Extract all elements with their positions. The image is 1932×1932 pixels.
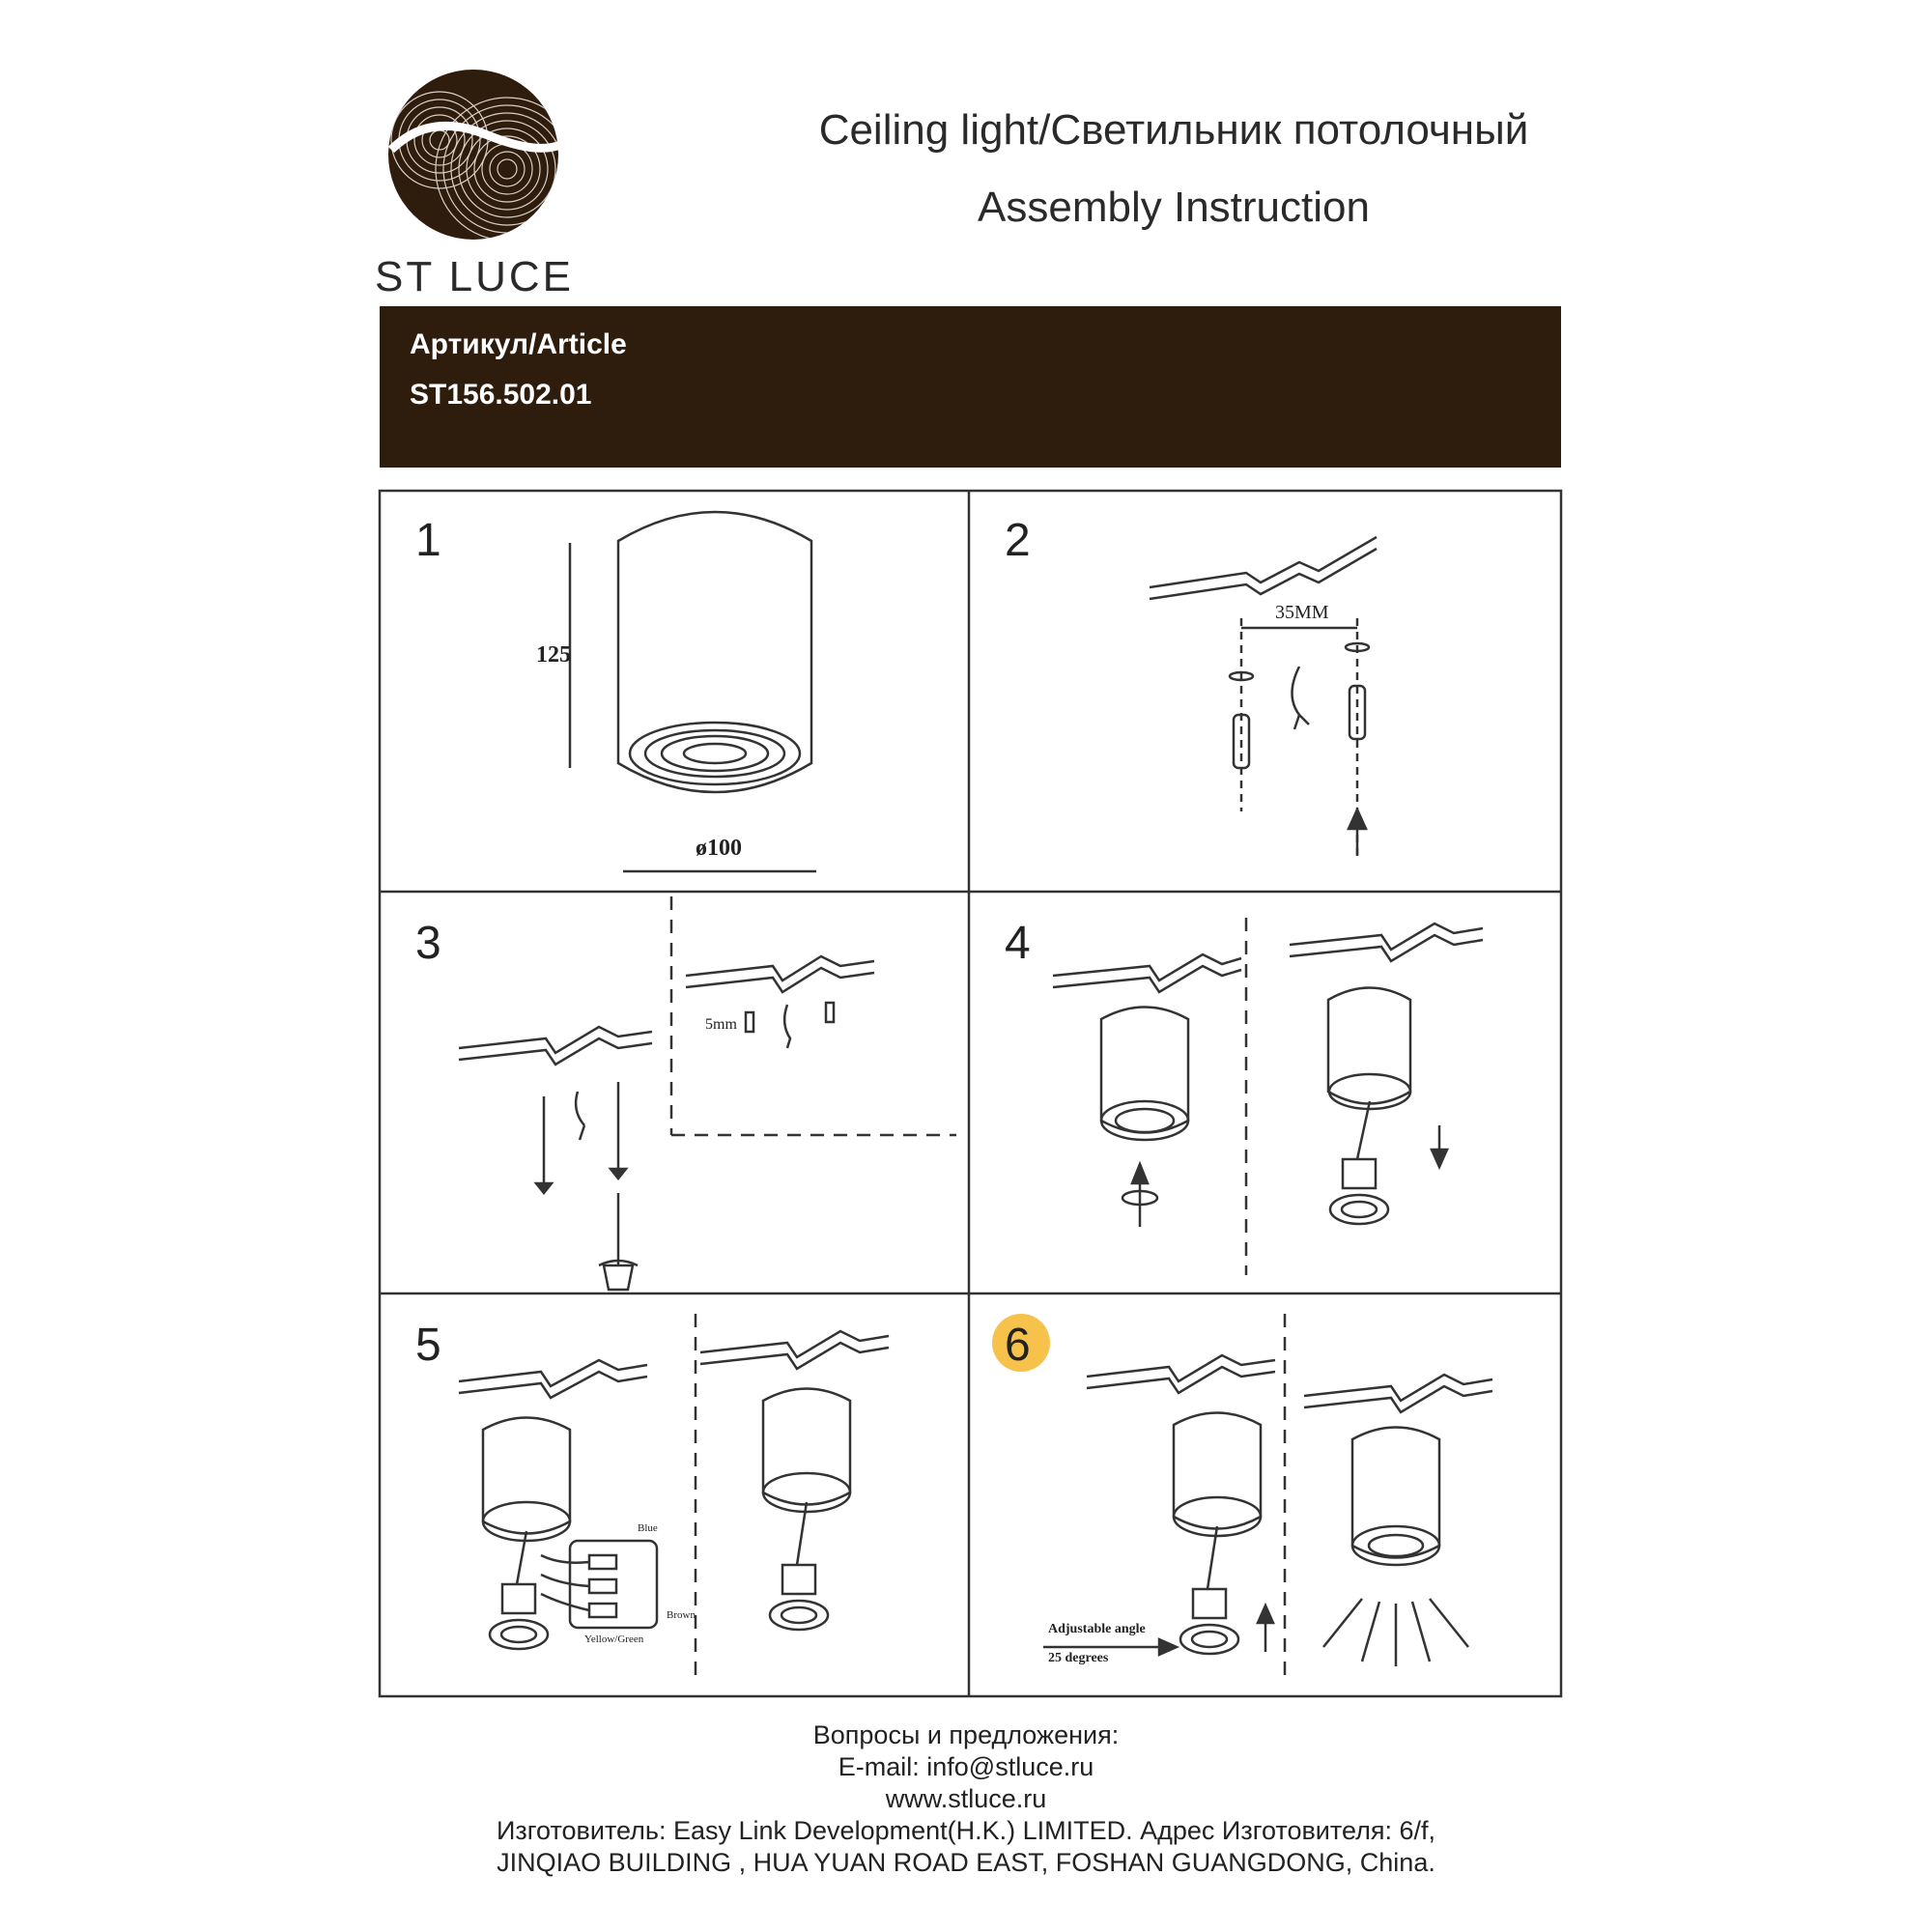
- footer-address: JINQIAO BUILDING , HUA YUAN ROAD EAST, FOSHAN GUANGDONG, China.: [497, 1848, 1435, 1877]
- step5-wire-label-yellow-green: Yellow/Green: [584, 1634, 644, 1645]
- step1-luminaire-drawing: [570, 512, 816, 871]
- step5-wire-label-brown: Brown: [667, 1609, 696, 1621]
- footer-website[interactable]: www.stluce.ru: [885, 1784, 1047, 1813]
- step1-height-dimension: 125: [536, 642, 571, 668]
- step4-mounting-drawing: [1053, 918, 1483, 1275]
- footer-questions: Вопросы и предложения:: [812, 1720, 1120, 1749]
- article-code: ST156.502.01: [410, 379, 592, 411]
- step-number-5: 5: [415, 1320, 441, 1371]
- step3-screw-dimension: 5mm: [705, 1016, 737, 1033]
- step3-fixing-drawing: [459, 896, 956, 1290]
- brand-name: ST LUCE: [375, 253, 575, 300]
- step6-angle-label-line1: Adjustable angle: [1048, 1622, 1146, 1636]
- step-number-6: 6: [1005, 1320, 1031, 1371]
- article-label: Артикул/Article: [410, 328, 627, 360]
- page-subtitle: Assembly Instruction: [978, 184, 1370, 231]
- step-number-4: 4: [1005, 918, 1031, 969]
- footer-manufacturer: Изготовитель: Easy Link Development(H.K.) LIMITED. Адрес Изготовителя: 6/f,: [497, 1816, 1435, 1845]
- step6-angle-label-line2: 25 degrees: [1048, 1651, 1109, 1665]
- page-title: Ceiling light/Светильник потолочный: [818, 106, 1529, 154]
- step-number-3: 3: [415, 918, 441, 969]
- step5-wire-label-blue: Blue: [638, 1522, 658, 1534]
- footer-email[interactable]: E-mail: info@stluce.ru: [838, 1752, 1094, 1781]
- step2-ceiling-mounting-drawing: [1150, 537, 1377, 860]
- step-number-1: 1: [415, 515, 441, 566]
- step2-spacing-dimension: 35MM: [1275, 602, 1329, 623]
- footer: [290, 1719, 1642, 1879]
- step5-wiring-drawing: [459, 1314, 889, 1681]
- grid-frame: [380, 491, 1561, 1696]
- step1-diameter-dimension: ø100: [696, 836, 742, 861]
- step-number-2: 2: [1005, 515, 1031, 566]
